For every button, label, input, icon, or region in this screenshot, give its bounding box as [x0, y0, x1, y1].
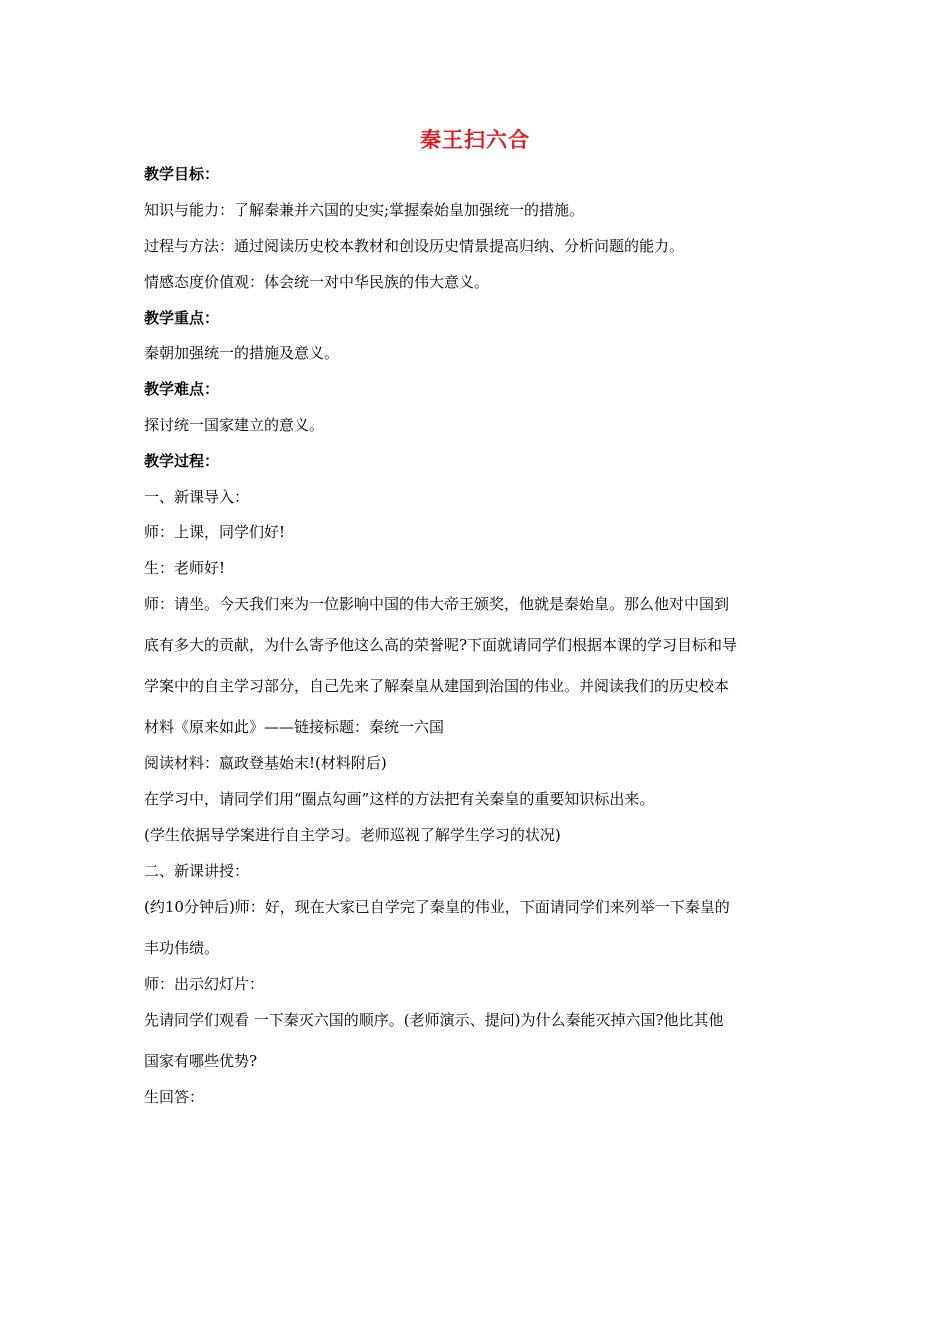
paragraph-line: 先请同学们观看 一下秦灭六国的顺序。(老师演示、提问)为什么秦能灭掉六国?他比其他	[144, 1011, 724, 1029]
paragraph-line: 师：出示幻灯片：	[144, 975, 265, 993]
paragraph-line: 生回答：	[144, 1088, 205, 1106]
paragraph-key-points: 秦朝加强统一的措施及意义。	[144, 344, 340, 362]
paragraph-knowledge-ability: 知识与能力：了解秦兼并六国的史实;掌握秦始皇加强统一的措施。	[144, 201, 585, 219]
heading-teaching-objectives: 教学目标：	[144, 165, 220, 183]
paragraph-emotion-values: 情感态度价值观：体会统一对中华民族的伟大意义。	[144, 273, 490, 291]
paragraph-line: 师：请坐。今天我们来为一位影响中国的伟大帝王颁奖，他就是秦始皇。那么他对中国到	[144, 595, 730, 613]
paragraph-difficult-points: 探讨统一国家建立的意义。	[144, 416, 325, 434]
heading-key-points: 教学重点：	[144, 309, 220, 327]
paragraph-line: 在学习中，请同学们用“圈点勾画”这样的方法把有关秦皇的重要知识标出来。	[144, 790, 655, 808]
dialogue-line: 师：上课，同学们好!	[144, 523, 286, 541]
paragraph-line: (学生依据导学案进行自主学习。老师巡视了解学生学习的状况)	[144, 826, 561, 844]
paragraph-line: 国家有哪些优势?	[144, 1052, 258, 1070]
paragraph-line: 材料《原来如此》——链接标题：秦统一六国	[144, 718, 445, 736]
heading-difficult-points: 教学难点：	[144, 380, 220, 398]
document-title: 秦王扫六合	[420, 128, 530, 152]
paragraph-process-method: 过程与方法：通过阅读历史校本教材和创设历史情景提高归纳、分析问题的能力。	[144, 237, 685, 255]
heading-teaching-process: 教学过程：	[144, 452, 220, 470]
paragraph-line: 丰功伟绩。	[144, 939, 220, 957]
paragraph-line: 阅读材料：嬴政登基始末!(材料附后)	[144, 754, 387, 772]
paragraph-line: (约10分钟后)师：好，现在大家已自学完了秦皇的伟业，下面请同学们来列举一下秦皇的	[144, 898, 730, 916]
section-new-lesson-intro: 一、新课导入：	[144, 488, 250, 506]
section-new-lesson-teaching: 二、新课讲授：	[144, 862, 250, 880]
paragraph-line: 学案中的自主学习部分，自己先来了解秦皇从建国到治国的伟业。并阅读我们的历史校本	[144, 677, 730, 695]
paragraph-line: 底有多大的贡献，为什么寄予他这么高的荣誉呢?下面就请同学们根据本课的学习目标和导	[144, 636, 738, 654]
dialogue-line: 生：老师好!	[144, 559, 226, 577]
